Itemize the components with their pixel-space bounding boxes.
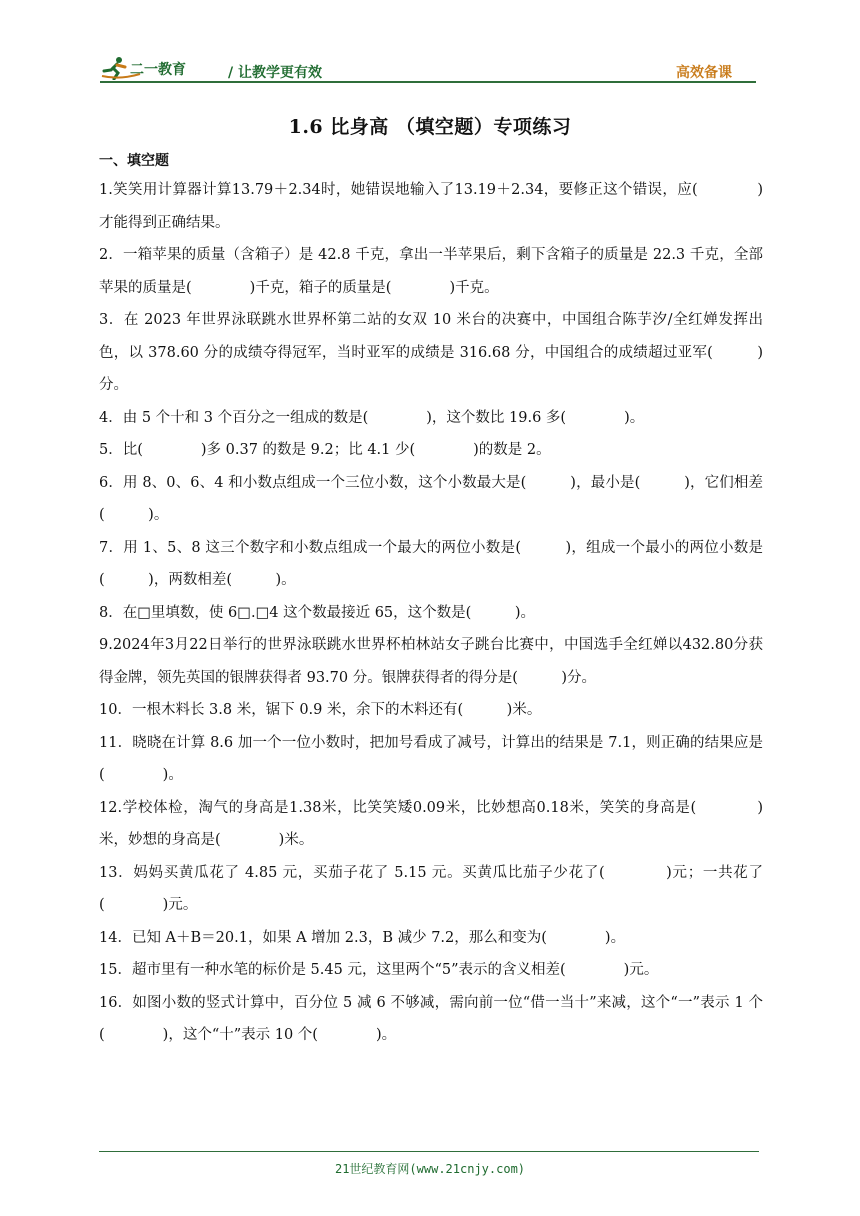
question-item: 11．晓晓在计算 8.6 加一个一位小数时，把加号看成了减号，计算出的结果是 7.1，则正确的结果应是( )。	[99, 734, 763, 783]
runner-logo-icon	[100, 56, 218, 80]
question-item: 8．在□里填数，使 6□.□4 这个数最接近 65，这个数是( )。	[99, 604, 535, 621]
page-header	[100, 50, 756, 82]
header-right-label: 高效备课	[676, 65, 732, 81]
question-item: 10．一根木料长 3.8 米，锯下 0.9 米，余下的木料还有( )米。	[99, 702, 542, 718]
question-item: 13．妈妈买黄瓜花了 4.85 元，买茄子花了 5.15 元。买黄瓜比茄子少花了( )元；一共花了( )元。	[99, 864, 763, 913]
page-title: 1.6 比身高 （填空题）专项练习	[288, 116, 572, 138]
header-divider	[100, 81, 756, 83]
question-item: 15．超市里有一种水笔的标价是 5.45 元，这里两个“5”表示的含义相差( )元。	[99, 962, 659, 978]
logo	[100, 56, 218, 80]
question-item: 9.2024年3月22日举行的世界泳联跳水世界杯柏林站女子跳台比赛中，中国选手全红婵以432.80分获得金牌，领先英国的银牌获得者 93.70 分。银牌获得者的得分是( )分。	[99, 637, 763, 686]
question-item: 2．一箱苹果的质量（含箱子）是 42.8 千克，拿出一半苹果后，剩下含箱子的质量是 22.3 千克，全部苹果的质量是( )千克，箱子的质量是( )千克。	[99, 247, 763, 296]
section-heading: 一、填空题	[99, 153, 169, 169]
question-item: 3．在 2023 年世界泳联跳水世界杯第二站的女双 10 米台的决赛中，中国组合陈芋汐/全红婵发挥出色，以 378.60 分的成绩夺得冠军，当时亚军的成绩是 316.68 分，中国组合的成绩超过亚军( )分。	[99, 312, 763, 393]
question-item: 5．比( )多 0.37 的数是 9.2；比 4.1 少( )的数是 2。	[99, 442, 551, 458]
question-item: 6．用 8、0、6、4 和小数点组成一个三位小数，这个小数最大是( )，最小是( )，它们相差( )。	[99, 474, 763, 523]
logo-text: 二一教育	[130, 62, 186, 78]
question-item: 14．已知 A＋B＝20.1，如果 A 增加 2.3，B 减少 7.2，那么和变为( )。	[99, 929, 626, 946]
header-slogan: / 让教学更有效	[228, 65, 322, 81]
question-item: 4．由 5 个十和 3 个百分之一组成的数是( )，这个数比 19.6 多( )。	[99, 409, 645, 426]
question-item: 7．用 1、5、8 这三个数字和小数点组成一个最大的两位小数是( )，组成一个最小的两位小数是( )，两数相差( )。	[99, 539, 763, 588]
question-item: 12.学校体检，淘气的身高是1.38米，比笑笑矮0.09米，比妙想高0.18米，笑笑的身高是( )米，妙想的身高是( )米。	[99, 799, 763, 848]
footer-divider	[99, 1151, 759, 1152]
question-item: 1.笑笑用计算器计算13.79＋2.34时，她错误地输入了13.19＋2.34，要修正这个错误，应( )才能得到正确结果。	[99, 182, 763, 231]
page-footer: 21世纪教育网(www.21cnjy.com)	[334, 1162, 526, 1176]
question-item: 16．如图小数的竖式计算中，百分位 5 减 6 不够减，需向前一位“借一当十”来减，这个“一”表示 1 个( )，这个“十”表示 10 个( )。	[99, 994, 763, 1043]
question-list	[99, 174, 763, 1052]
